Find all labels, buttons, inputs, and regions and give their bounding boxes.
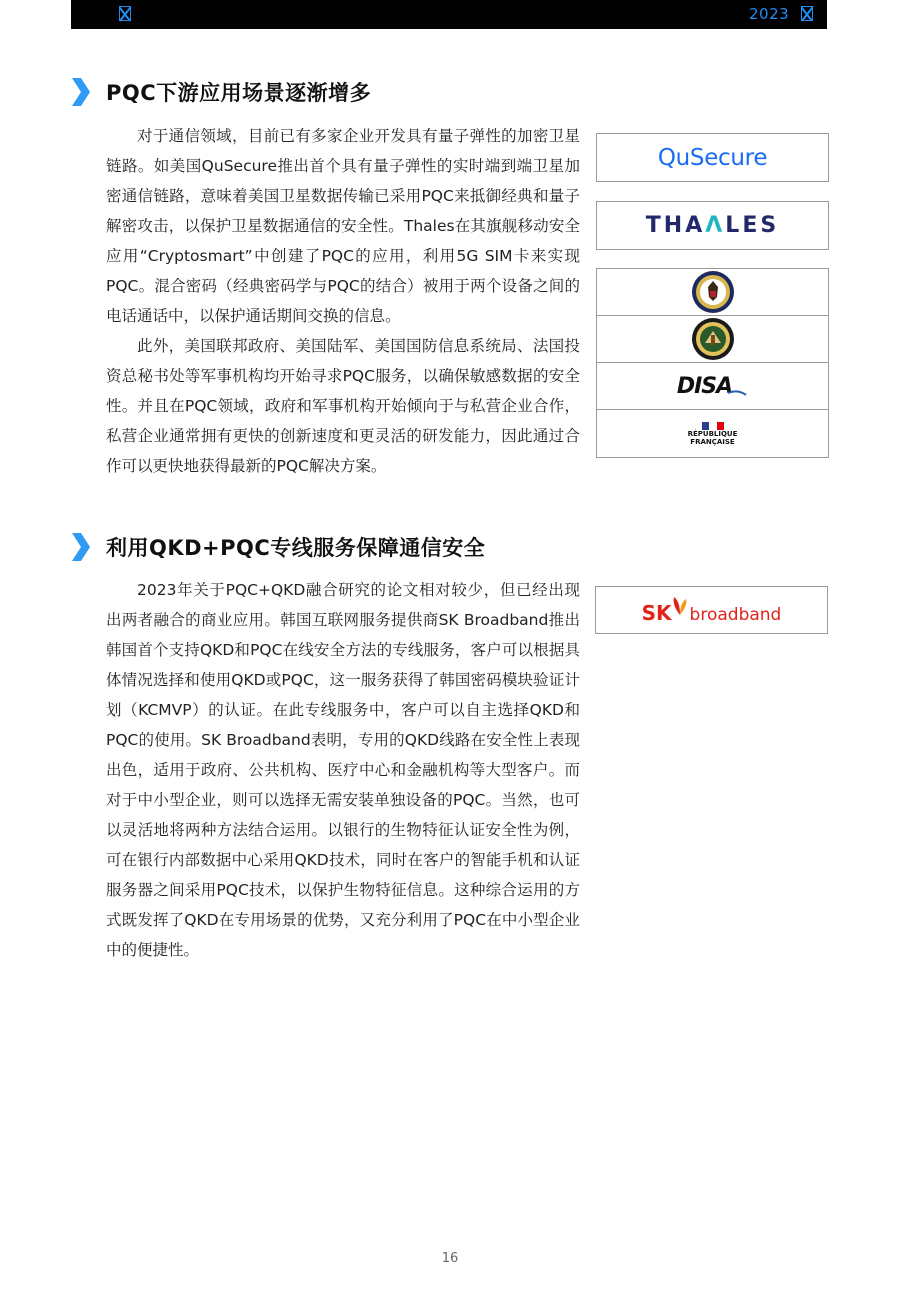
government-logos-stack <box>596 268 829 458</box>
chevron-right-icon <box>72 78 90 106</box>
qusecure-logo: QuSecure <box>596 133 829 182</box>
section-body <box>106 575 580 965</box>
crossed-box-icon <box>801 6 813 21</box>
paragraph: 对于通信领域，目前已有多家企业开发具有量子弹性的加密卫星链路。如美国QuSecure推出首个具有量子弹性的实时端到端卫星加密通信链路，意味着美国卫星数据传输已采用PQC来抵御经典和量子解密攻击，以保护卫星数据通信的安全性。Thales在其旗舰移动安全应用“Cryptosmart”中创建了PQC的应用，利用5G SIM卡来实现PQC。混合密码（经典密码学与PQC的结合）被用于两个设备之间的电话通话中，以保护通话期间交换的信息。 <box>106 127 580 325</box>
page-number: 16 <box>441 1251 459 1266</box>
disa-swoosh-icon <box>726 375 748 397</box>
paragraph: 2023年关于PQC+QKD融合研究的论文相对较少，但已经出现出两者融合的商业应用。韩国互联网服务提供商SK Broadband推出韩国首个支持QKD和PQC在线安全方法的专线服务，客户可以根据具体情况选择和使用QKD或PQC，这一服务获得了韩国密码模块验证计划（KCMVP）的认证。在此专线服务中，客户可以自主选择QKD和PQC的使用。SK Broadband表明，专用的QKD线路在安全性上表现出色，适用于政府、公共机构、医疗中心和金融机构等大型客户。而对于中小型企业，则可以选择无需安装单独设备的PQC。当然，也可以灵活地将两种方法结合运用。以银行的生物特征认证安全性为例，可在银行内部数据中心采用QKD技术，同时在客户的智能手机和认证服务器之间采用PQC技术，以保护生物特征信息。这种综合运用的方式既发挥了QKD在专用场景的优势，又充分利用了PQC在中小型企业中的便捷性。 <box>106 581 580 959</box>
section-title: PQC下游应用场景逐渐增多 <box>106 81 372 105</box>
section-body <box>106 121 580 481</box>
republique-francaise-logo-cell: RÉPUBLIQUE FRANÇAISE <box>597 410 828 457</box>
us-army-seal-icon <box>691 317 735 361</box>
header-bar <box>71 0 827 29</box>
sk-broadband-logo: SK broadband <box>595 586 828 634</box>
thales-logo: THAΛLES <box>596 201 829 250</box>
disa-logo-cell: DISA <box>597 363 828 410</box>
chevron-right-icon <box>72 533 90 561</box>
nsa-seal-icon <box>691 270 735 314</box>
section-heading-pqc-applications <box>72 76 371 108</box>
crossed-box-icon <box>119 6 131 21</box>
nsa-logo-cell <box>597 269 828 316</box>
section-heading-qkd-pqc-line <box>72 531 485 563</box>
paragraph: 此外，美国联邦政府、美国陆军、美国国防信息系统局、法国投资总秘书处等军事机构均开始寻求PQC服务，以确保敏感数据的安全性。并且在PQC领域，政府和军事机构开始倾向于与私营企业合作，私营企业通常拥有更快的创新速度和更灵活的研发能力，因此通过合作可以更快地获得最新的PQC解决方案。 <box>106 337 580 475</box>
header-year: 2023 <box>749 5 790 23</box>
sk-butterfly-icon <box>670 595 690 617</box>
army-logo-cell <box>597 316 828 363</box>
french-flag-icon <box>702 422 724 430</box>
section-title: 利用QKD+PQC专线服务保障通信安全 <box>106 536 486 560</box>
